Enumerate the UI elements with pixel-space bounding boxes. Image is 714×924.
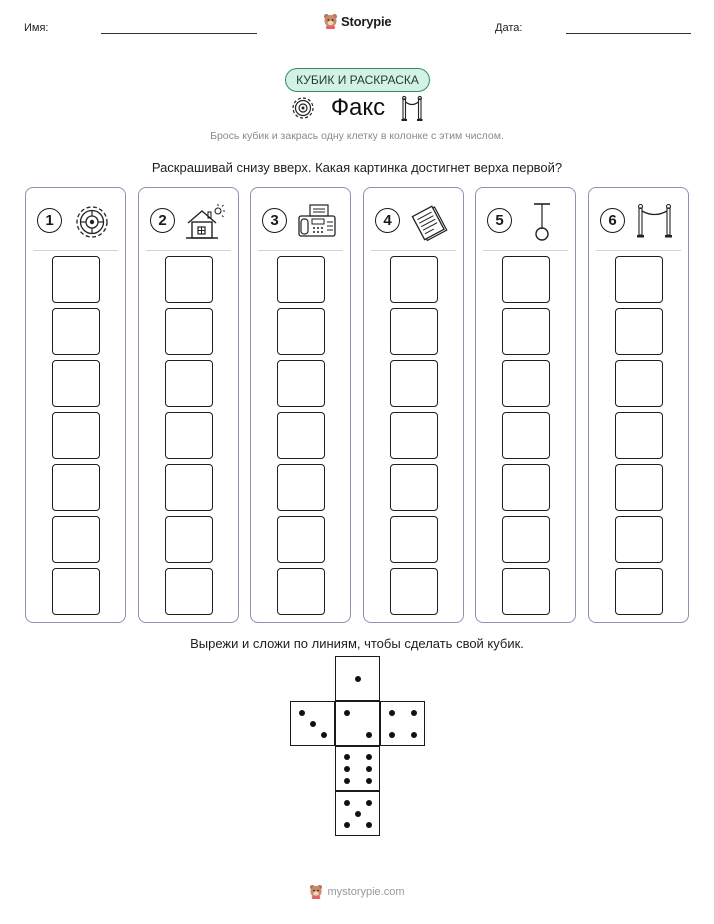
fax-machine-icon [295,202,339,242]
dice-pip [344,710,350,716]
rope-barrier-icon [633,202,677,242]
color-cell[interactable] [615,308,663,355]
dice-pip [355,676,361,682]
dice-pip [366,732,372,738]
dice-pip [366,754,372,760]
papers-icon [408,202,452,242]
color-cell[interactable] [502,412,550,459]
title-row [0,94,714,122]
column-2 [138,187,239,623]
page-title: Факс [330,94,386,121]
column-header [364,202,463,242]
column-divider [146,250,231,251]
color-cell[interactable] [390,256,438,303]
color-cell[interactable] [52,516,100,563]
brand-logo [323,13,391,29]
color-cell[interactable] [615,412,663,459]
color-cell[interactable] [52,256,100,303]
dice-pip [366,778,372,784]
dice-net [290,656,425,836]
name-label: Имя: [24,22,49,34]
column-6 [588,187,689,623]
dice-face-1 [335,656,380,701]
dice-face-3 [290,701,335,746]
dice-pip [389,732,395,738]
color-cell[interactable] [277,412,325,459]
column-header [589,202,688,242]
color-cell[interactable] [277,256,325,303]
column-divider [371,250,456,251]
color-cell[interactable] [502,360,550,407]
name-line[interactable] [101,33,257,34]
footer [0,884,714,899]
dice-pip [366,766,372,772]
brand-name: Storypie [341,13,392,29]
color-cell[interactable] [52,568,100,615]
color-cell[interactable] [165,256,213,303]
color-cell[interactable] [502,516,550,563]
color-cell[interactable] [390,412,438,459]
column-number: 5 [487,208,512,233]
color-cell[interactable] [52,464,100,511]
dice-pip [299,710,305,716]
color-cell[interactable] [165,412,213,459]
bear-icon [309,884,323,899]
dice-pip [344,800,350,806]
column-4 [363,187,464,623]
color-cell[interactable] [277,360,325,407]
dice-pip [344,766,350,772]
dice-pip [310,721,316,727]
color-cell[interactable] [165,516,213,563]
color-cell[interactable] [502,568,550,615]
color-cell[interactable] [165,308,213,355]
color-cell[interactable] [615,360,663,407]
pendulum-icon [520,202,564,242]
color-cell[interactable] [615,568,663,615]
dice-pip [344,754,350,760]
color-cell[interactable] [52,412,100,459]
dice-pip [411,710,417,716]
column-divider [596,250,681,251]
column-number: 3 [262,208,287,233]
color-cell[interactable] [502,308,550,355]
dice-face-4 [380,701,425,746]
color-cell[interactable] [277,516,325,563]
column-number: 2 [150,208,175,233]
instruction: Раскрашивай снизу вверх. Какая картинка достигнет верха первой? [151,160,563,175]
color-cell[interactable] [390,360,438,407]
column-header [139,202,238,242]
dice-face-2 [335,701,380,746]
dice-pip [344,822,350,828]
dice-columns [25,187,690,624]
cut-instruction: Вырежи и сложи по линиям, чтобы сделать свой кубик. [190,636,524,651]
gear-icon [289,94,317,122]
column-divider [483,250,568,251]
column-1 [25,187,126,623]
color-cell[interactable] [390,308,438,355]
dice-face-5 [335,791,380,836]
column-3 [250,187,351,623]
dice-pip [366,822,372,828]
color-cell[interactable] [165,464,213,511]
column-5 [475,187,576,623]
date-label: Дата: [495,22,523,34]
dice-pip [321,732,327,738]
rope-barrier-icon [399,94,425,122]
color-cell[interactable] [502,256,550,303]
bear-icon [323,13,338,29]
smart-home-icon [183,202,227,242]
color-cell[interactable] [502,464,550,511]
column-header [251,202,350,242]
color-cell[interactable] [277,308,325,355]
column-number: 1 [37,208,62,233]
date-line[interactable] [566,33,691,34]
color-cell[interactable] [52,360,100,407]
color-cell[interactable] [52,308,100,355]
column-divider [33,250,118,251]
color-cell[interactable] [390,516,438,563]
column-number: 4 [375,208,400,233]
dice-pip [411,732,417,738]
subtitle: Брось кубик и закрась одну клетку в колонке с этим числом. [210,130,504,142]
column-number: 6 [600,208,625,233]
color-cell[interactable] [615,464,663,511]
color-cell[interactable] [165,360,213,407]
footer-url[interactable]: mystorypie.com [327,885,405,898]
category-tag-text: КУБИК И РАСКРАСКА [296,73,419,87]
dice-pip [389,710,395,716]
category-tag [285,68,430,92]
color-cell[interactable] [390,568,438,615]
color-cell[interactable] [615,256,663,303]
color-cell[interactable] [277,464,325,511]
column-header [476,202,575,242]
column-header [26,202,125,242]
dice-pip [366,800,372,806]
dice-pip [344,778,350,784]
dice-face-6 [335,746,380,791]
column-divider [258,250,343,251]
color-cell[interactable] [165,568,213,615]
gear-icon [70,202,114,242]
color-cell[interactable] [615,516,663,563]
dice-pip [355,811,361,817]
color-cell[interactable] [277,568,325,615]
color-cell[interactable] [390,464,438,511]
